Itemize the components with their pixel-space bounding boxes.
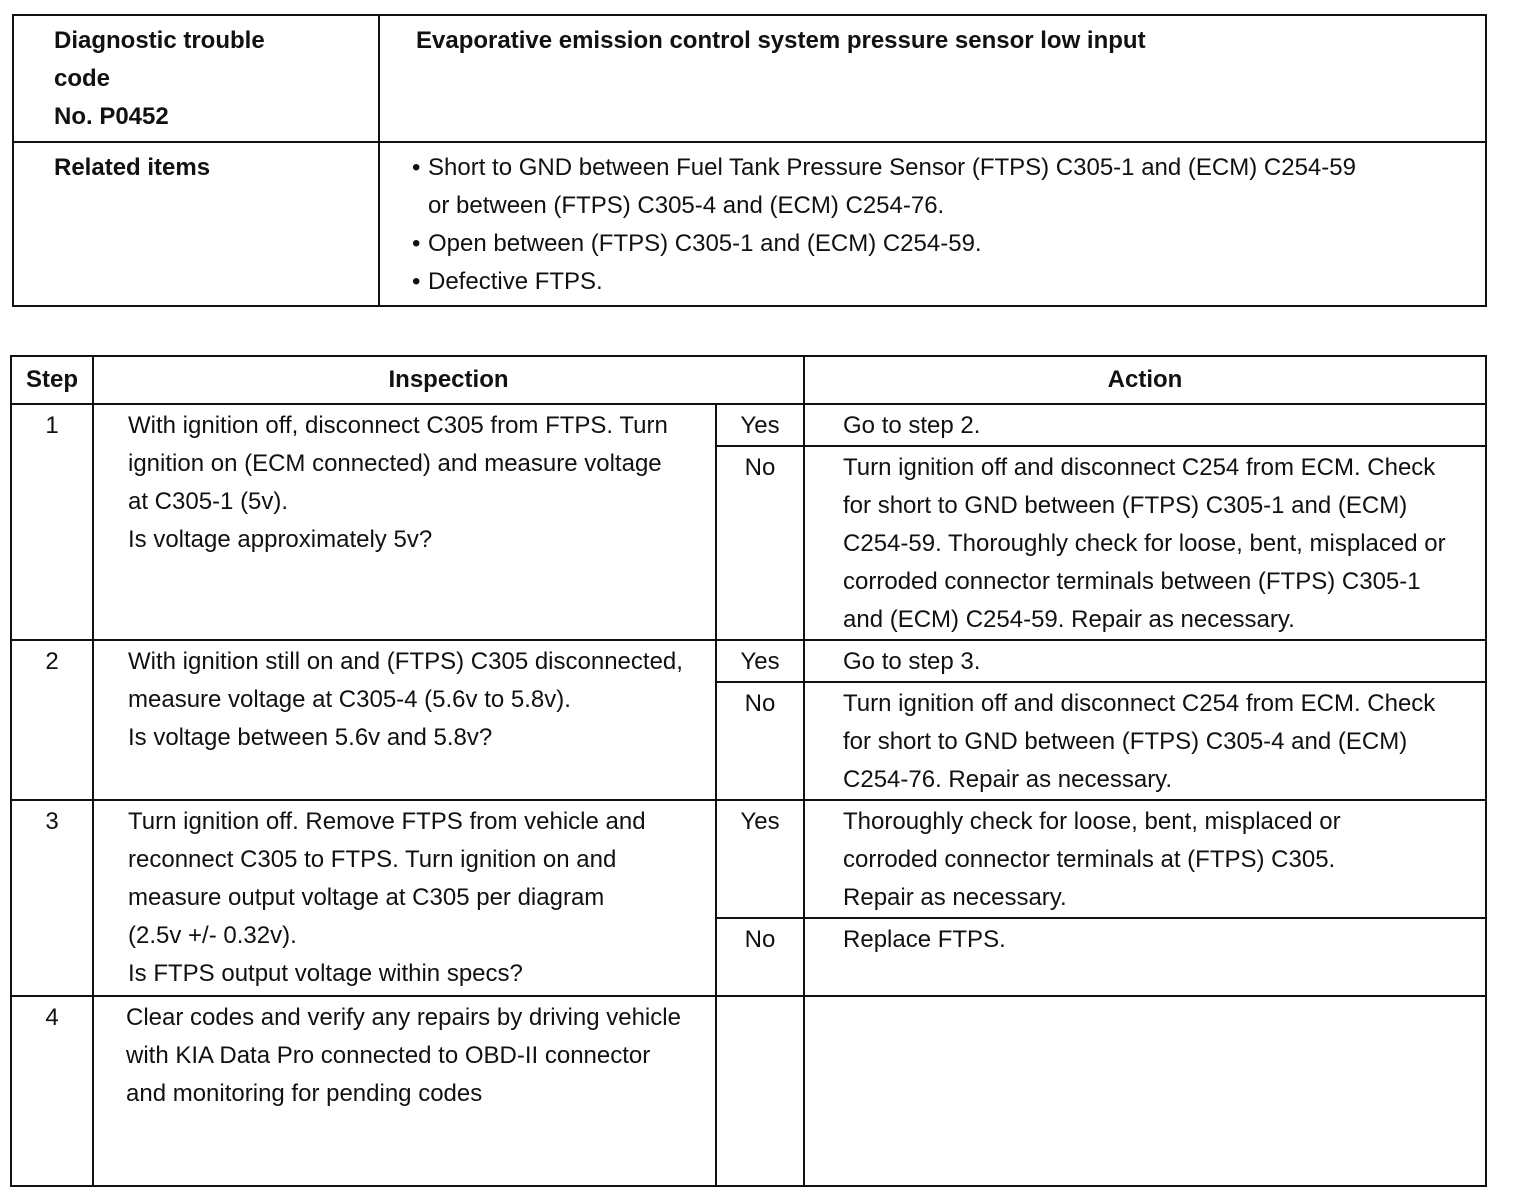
empty-result-cell [716, 996, 804, 1186]
related-items-list [379, 142, 1486, 306]
step-number: 2 [11, 640, 93, 800]
yes-action: Go to step 3. [804, 640, 1486, 682]
yes-action: Go to step 2. [804, 404, 1486, 446]
related-item: • Short to GND between Fuel Tank Pressure Sensor (FTPS) C305-1 and (ECM) C254-59 [412, 154, 1356, 181]
dtc-header-table [12, 14, 1487, 307]
no-label: No [716, 682, 804, 800]
step-inspection: With ignition still on and (FTPS) C305 disconnected, measure voltage at C305-4 (5.6v to 5.8v). Is voltage between 5.6v and 5.8v? [93, 640, 716, 800]
dtc-title: Evaporative emission control system pressure sensor low input [416, 27, 1146, 54]
dtc-code-number: No. P0452 [54, 103, 169, 130]
no-label: No [716, 446, 804, 640]
action-column-header: Action [804, 356, 1486, 404]
step-number: 3 [11, 800, 93, 996]
empty-action-cell [804, 996, 1486, 1186]
inspection-column-header: Inspection [93, 356, 804, 404]
dtc-label-line: code [54, 65, 111, 92]
yes-label: Yes [716, 404, 804, 446]
no-action: Replace FTPS. [804, 918, 1486, 996]
step-column-header: Step [11, 356, 93, 404]
table-row [11, 996, 1486, 1186]
related-item-continuation: or between (FTPS) C305-4 and (ECM) C254-76. [428, 192, 945, 219]
dtc-title-cell [379, 15, 1486, 142]
table-row [11, 800, 1486, 918]
no-action: Turn ignition off and disconnect C254 from ECM. Check for short to GND between (FTPS) C305-1 and (ECM) C254-59. Thoroughly check for loose, bent, misplaced or corroded connector terminals between (FTPS) C305-1 and (ECM) C254-59. Repair as necessary. [804, 446, 1486, 640]
yes-label: Yes [716, 640, 804, 682]
step-number: 4 [11, 996, 93, 1186]
no-action: Turn ignition off and disconnect C254 from ECM. Check for short to GND between (FTPS) C305-4 and (ECM) C254-76. Repair as necessary. [804, 682, 1486, 800]
related-items-label: Related items [54, 154, 211, 181]
step-inspection: Turn ignition off. Remove FTPS from vehicle and reconnect C305 to FTPS. Turn ignition on and measure output voltage at C305 per diagram (2.5v +/- 0.32v). Is FTPS output voltage within specs? [93, 800, 716, 996]
step-inspection: With ignition off, disconnect C305 from FTPS. Turn ignition on (ECM connected) and measure voltage at C305-1 (5v). Is voltage approximately 5v? [93, 404, 716, 640]
related-label-cell [13, 142, 379, 306]
yes-action: Thoroughly check for loose, bent, misplaced or corroded connector terminals at (FTPS) C305. Repair as necessary. [804, 800, 1486, 918]
step-inspection: Clear codes and verify any repairs by driving vehicle with KIA Data Pro connected to OBD-II connector and monitoring for pending codes [93, 996, 716, 1186]
related-item: • Open between (FTPS) C305-1 and (ECM) C254-59. [412, 230, 982, 257]
yes-label: Yes [716, 800, 804, 918]
table-row [11, 404, 1486, 446]
diagnostic-steps-table [10, 355, 1487, 1187]
no-label: No [716, 918, 804, 996]
dtc-label-cell [13, 15, 379, 142]
step-number: 1 [11, 404, 93, 640]
dtc-label-line: Diagnostic trouble [54, 27, 265, 54]
related-item: • Defective FTPS. [412, 268, 603, 295]
table-row [11, 640, 1486, 682]
